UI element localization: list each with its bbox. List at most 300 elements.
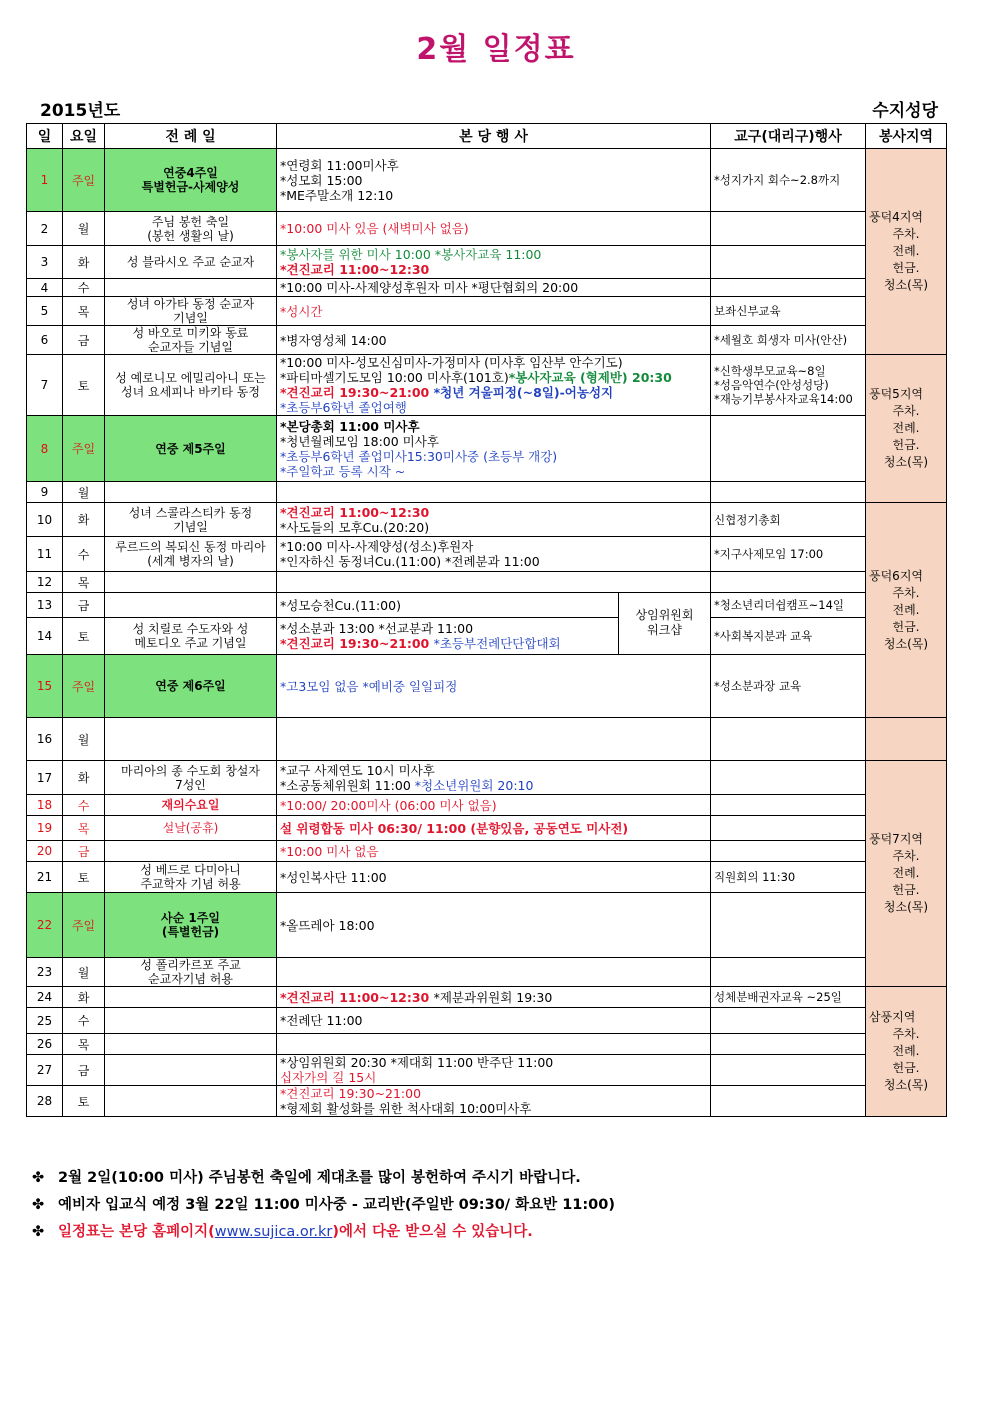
note-2 [32, 1192, 952, 1219]
volunteer-task: 청소(목) [883, 900, 929, 914]
parish-events-cell [277, 1008, 711, 1034]
note-3 [32, 1219, 952, 1246]
volunteer-area-name: 풍덕7지역 [869, 832, 924, 846]
liturgy-text: (세계 병자의 날) [147, 554, 234, 568]
header-volunteer-area: 봉사지역 [866, 124, 947, 149]
diocese-events-cell [711, 593, 866, 618]
volunteer-area-name: 풍덕5지역 [869, 387, 924, 401]
diocese-event: *성지가지 회수~2.8까지 [714, 173, 841, 187]
day-number: 7 [27, 355, 63, 416]
volunteer-task: 주차. [892, 404, 920, 418]
schedule-row [27, 1008, 947, 1034]
diocese-events-cell [711, 987, 866, 1008]
schedule-row [27, 326, 947, 355]
diocese-events-cell [711, 1055, 866, 1086]
schedule-row [27, 618, 947, 655]
clover-bullet-icon: ✤ [32, 1170, 45, 1186]
liturgy-cell [105, 816, 277, 841]
diocese-events-cell [711, 1008, 866, 1034]
parish-events-cell [277, 795, 711, 816]
diocese-events-cell [711, 572, 866, 593]
event-line: *연령회 11:00미사후 [280, 157, 399, 173]
day-number: 21 [27, 862, 63, 893]
liturgy-text: 루르드의 복되신 동정 마리아 [115, 540, 266, 554]
event-line: *성모승천Cu.(11:00) [280, 597, 401, 613]
schedule-row [27, 572, 947, 593]
parish-events-cell [277, 1055, 711, 1086]
day-number: 27 [27, 1055, 63, 1086]
schedule-row [27, 795, 947, 816]
liturgy-cell [105, 841, 277, 862]
header-diocese-events: 교구(대리구)행사 [711, 124, 866, 149]
day-of-week: 주일 [63, 893, 105, 958]
volunteer-task: 전례. [892, 866, 920, 880]
day-of-week: 수 [63, 537, 105, 572]
liturgy-text: 성 치릴로 수도자와 성 [132, 622, 249, 636]
liturgy-cell [105, 537, 277, 572]
event-line: *초등부6학년 졸업여행 [280, 400, 407, 415]
liturgy-cell [105, 279, 277, 297]
day-of-week: 화 [63, 503, 105, 537]
parish-events-cell [277, 355, 711, 416]
liturgy-cell [105, 862, 277, 893]
parish-events-cell [277, 987, 711, 1008]
day-number: 23 [27, 958, 63, 987]
page-title: 2월 일정표 [416, 32, 576, 67]
day-number: 17 [27, 761, 63, 795]
diocese-events-cell [711, 841, 866, 862]
schedule-row [27, 279, 947, 297]
day-of-week: 월 [63, 958, 105, 987]
schedule-row [27, 482, 947, 503]
volunteer-task: 헌금. [892, 883, 920, 897]
diocese-event: *성소분과장 교육 [714, 679, 802, 693]
day-of-week: 목 [63, 1034, 105, 1055]
liturgy-cell [105, 795, 277, 816]
liturgy-text: 연중 제5주일 [155, 441, 226, 456]
liturgy-text: 성 블라시오 주교 순교자 [126, 255, 255, 269]
liturgy-text: 특별헌금-사제양성 [141, 180, 240, 194]
day-of-week: 토 [63, 862, 105, 893]
day-number: 18 [27, 795, 63, 816]
day-of-week: 목 [63, 572, 105, 593]
day-number: 25 [27, 1008, 63, 1034]
schedule-body [27, 149, 947, 1117]
volunteer-area-cell [866, 987, 947, 1117]
event-line: *10:00 미사-성모신심미사-가정미사 (미사후 임산부 안수기도) [280, 355, 623, 370]
event-line: *10:00 미사-사제양성(성소)후원자 [280, 539, 474, 554]
liturgy-text: 순교자기념 허용 [148, 972, 233, 986]
day-of-week: 수 [63, 1008, 105, 1034]
parish-events-cell [277, 212, 711, 246]
liturgy-text: 성 폴리카르포 주교 [140, 958, 241, 972]
day-number: 2 [27, 212, 63, 246]
event-line: *성모회 15:00 [280, 172, 363, 188]
diocese-events-cell [711, 761, 866, 795]
day-number: 12 [27, 572, 63, 593]
liturgy-cell [105, 355, 277, 416]
liturgy-cell [105, 297, 277, 326]
diocese-event: *지구사제모임 17:00 [714, 547, 824, 561]
day-of-week: 주일 [63, 416, 105, 482]
volunteer-area-cell [866, 503, 947, 718]
day-of-week: 화 [63, 246, 105, 279]
liturgy-text: 성 베드로 다미아니 [140, 863, 241, 877]
diocese-events-cell [711, 482, 866, 503]
note-text-before: 일정표는 본당 홈페이지( [58, 1224, 215, 1240]
diocese-events-cell [711, 326, 866, 355]
liturgy-text: 성녀 스콜라스티카 동정 [128, 505, 253, 520]
clover-bullet-icon: ✤ [32, 1224, 45, 1240]
volunteer-task: 전례. [892, 421, 920, 435]
volunteer-area-cell [866, 718, 947, 761]
schedule-row [27, 212, 947, 246]
parish-events-cell [277, 326, 711, 355]
event-line: *병자영성체 14:00 [280, 332, 387, 348]
side-event-text: 워크샵 [647, 623, 682, 637]
volunteer-task: 청소(목) [883, 636, 929, 651]
header-parish-events: 본 당 행 사 [277, 124, 711, 149]
liturgy-cell [105, 893, 277, 958]
liturgy-text: (봉헌 생활의 날) [147, 228, 234, 243]
parish-events-cell [277, 1086, 711, 1117]
event-line: 십자가의 길 15시 [280, 1070, 377, 1085]
diocese-events-cell [711, 1034, 866, 1055]
header-liturgy: 전 례 일 [105, 124, 277, 149]
day-of-week: 주일 [63, 149, 105, 212]
liturgy-text: 기념일 [173, 311, 208, 325]
volunteer-area-cell [866, 761, 947, 987]
liturgy-cell [105, 1008, 277, 1034]
event-line: *상임위원회 20:30 *제대회 11:00 반주단 11:00 [280, 1055, 554, 1070]
day-of-week: 금 [63, 593, 105, 618]
schedule-row [27, 1034, 947, 1055]
event-line: *전례단 11:00 [280, 1013, 363, 1028]
liturgy-text: 재의수요일 [161, 798, 220, 812]
liturgy-cell [105, 149, 277, 212]
parish-events-cell [277, 297, 711, 326]
liturgy-text: 사순 1주일 [161, 911, 220, 925]
event-line: 설 위령합동 미사 06:30/ 11:00 (분향있음, 공동연도 미사전) [280, 820, 629, 836]
volunteer-task: 전례. [892, 1044, 920, 1058]
schedule-row [27, 893, 947, 958]
diocese-event: 신협정기총회 [714, 512, 781, 527]
clover-bullet-icon: ✤ [32, 1197, 45, 1213]
parish-events-cell [277, 416, 711, 482]
notes [32, 1165, 952, 1246]
liturgy-cell [105, 593, 277, 618]
liturgy-cell [105, 503, 277, 537]
day-of-week: 화 [63, 761, 105, 795]
volunteer-area-name: 풍덕4지역 [869, 210, 924, 224]
event-line: *본당총회 11:00 미사후 [280, 418, 420, 434]
volunteer-task: 주차. [892, 227, 920, 241]
day-of-week: 금 [63, 841, 105, 862]
liturgy-cell [105, 718, 277, 761]
schedule-row [27, 593, 947, 618]
schedule-row [27, 761, 947, 795]
event-line: *소공동체위원회 11:00 *청소년위원회 20:10 [280, 777, 534, 793]
parish-events-cell [277, 503, 711, 537]
parish-events-cell [277, 958, 711, 987]
event-line: *견진교리 11:00~12:30 *제분과위원회 19:30 [280, 989, 553, 1005]
parish-events-cell [277, 893, 711, 958]
diocese-event: *세월호 희생자 미사(안산) [714, 333, 848, 347]
day-of-week: 토 [63, 618, 105, 655]
day-of-week: 월 [63, 482, 105, 503]
schedule-row [27, 355, 947, 416]
homepage-link[interactable]: www.sujica.or.kr [214, 1224, 333, 1240]
parish-events-cell [277, 537, 711, 572]
liturgy-cell [105, 987, 277, 1008]
diocese-events-cell [711, 618, 866, 655]
liturgy-cell [105, 482, 277, 503]
diocese-event: *재능기부봉사자교육14:00 [714, 392, 853, 406]
parish-events-cell [277, 718, 711, 761]
event-line: *10:00 미사 있음 (새벽미사 없음) [280, 221, 469, 236]
liturgy-cell [105, 958, 277, 987]
liturgy-cell [105, 1034, 277, 1055]
day-of-week: 목 [63, 816, 105, 841]
day-number: 20 [27, 841, 63, 862]
diocese-event: *사회복지분과 교육 [714, 629, 813, 643]
schedule-row [27, 841, 947, 862]
diocese-events-cell [711, 958, 866, 987]
schedule-row [27, 246, 947, 279]
volunteer-task: 헌금. [892, 438, 920, 452]
day-of-week: 금 [63, 1055, 105, 1086]
liturgy-text: 주교학자 기념 허용 [140, 877, 241, 891]
liturgy-cell [105, 572, 277, 593]
liturgy-cell [105, 212, 277, 246]
diocese-events-cell [711, 355, 866, 416]
schedule-row [27, 816, 947, 841]
event-line: *주일학교 등록 시작 ~ [280, 463, 406, 479]
schedule-table [26, 123, 947, 1117]
liturgy-text: 성녀 아가타 동정 순교자 [126, 297, 255, 311]
schedule-row [27, 416, 947, 482]
diocese-events-cell [711, 212, 866, 246]
volunteer-area-name: 삼풍지역 [869, 1010, 916, 1024]
schedule-row [27, 503, 947, 537]
day-number: 26 [27, 1034, 63, 1055]
event-line: *청년월례모임 18:00 미사후 [280, 433, 439, 449]
day-number: 16 [27, 718, 63, 761]
diocese-events-cell [711, 246, 866, 279]
event-line: *견진교리 19:30~21:00 *청년 겨울피정(~8일)-어농성지 [280, 385, 614, 400]
day-of-week: 월 [63, 212, 105, 246]
diocese-event: 보좌신부교육 [714, 304, 781, 318]
parish-events-cell [277, 862, 711, 893]
schedule-row [27, 958, 947, 987]
diocese-event: 직원회의 11:30 [714, 870, 796, 884]
diocese-event: *청소년리더쉽캠프~14일 [714, 598, 844, 612]
day-number: 9 [27, 482, 63, 503]
liturgy-cell [105, 655, 277, 718]
liturgy-text: 설날(공휴) [162, 821, 219, 835]
liturgy-text: 주님 봉헌 축일 [151, 214, 230, 229]
liturgy-cell [105, 1055, 277, 1086]
event-line: *10:00 미사-사제양성후원자 미사 *평단협회의 20:00 [280, 280, 579, 295]
parish-events-cell [277, 816, 711, 841]
volunteer-task: 헌금. [892, 261, 920, 275]
note-1 [32, 1165, 952, 1192]
header-dow: 요일 [63, 124, 105, 149]
event-line: *파티마셀기도모임 10:00 미사후(101호)*봉사자교육 (형제반) 20:30 [280, 370, 672, 385]
diocese-events-cell [711, 537, 866, 572]
schedule-row [27, 862, 947, 893]
day-number: 1 [27, 149, 63, 212]
year-label: 2015년도 [40, 101, 121, 121]
diocese-events-cell [711, 816, 866, 841]
day-number: 28 [27, 1086, 63, 1117]
volunteer-task: 청소(목) [883, 1078, 929, 1092]
schedule-row [27, 537, 947, 572]
parish-events-cell [277, 655, 711, 718]
diocese-event: 성체분배권자교육 ~25일 [714, 990, 842, 1004]
day-number: 6 [27, 326, 63, 355]
liturgy-text: (특별헌금) [161, 925, 220, 939]
diocese-events-cell [711, 655, 866, 718]
schedule-row [27, 718, 947, 761]
event-line: *견진교리 19:30~21:00 *초등부전례단단합대회 [280, 636, 561, 651]
diocese-events-cell [711, 149, 866, 212]
liturgy-text: 7성인 [175, 777, 206, 792]
day-number: 10 [27, 503, 63, 537]
event-line: *10:00/ 20:00미사 (06:00 미사 없음) [280, 797, 497, 813]
parish-events-cell [277, 572, 711, 593]
diocese-events-cell [711, 279, 866, 297]
liturgy-text: 성 바오로 미키와 동료 [132, 326, 249, 340]
day-number: 13 [27, 593, 63, 618]
day-of-week: 수 [63, 795, 105, 816]
liturgy-text: 연중4주일 [163, 166, 218, 180]
day-number: 8 [27, 416, 63, 482]
side-event-text: 상임위원회 [635, 608, 694, 622]
parish-name: 수지성당 [872, 101, 938, 121]
liturgy-text: 기념일 [173, 519, 208, 534]
liturgy-cell [105, 326, 277, 355]
volunteer-area-cell [866, 149, 947, 355]
day-of-week: 화 [63, 987, 105, 1008]
day-of-week: 토 [63, 1086, 105, 1117]
day-number: 14 [27, 618, 63, 655]
volunteer-task: 전례. [892, 244, 920, 258]
schedule-row [27, 655, 947, 718]
schedule-row [27, 1086, 947, 1117]
parish-events-cell [277, 246, 711, 279]
day-of-week: 금 [63, 326, 105, 355]
diocese-events-cell [711, 297, 866, 326]
event-line: *올뜨레아 18:00 [280, 917, 375, 933]
liturgy-text: 연중 제6주일 [155, 679, 226, 693]
volunteer-task: 주차. [892, 849, 920, 863]
day-number: 5 [27, 297, 63, 326]
day-of-week: 월 [63, 718, 105, 761]
event-line: *견진교리 11:00~12:30 [280, 504, 430, 520]
diocese-events-cell [711, 718, 866, 761]
event-line: *견진교리 11:00~12:30 [280, 262, 430, 277]
day-number: 22 [27, 893, 63, 958]
liturgy-cell [105, 1086, 277, 1117]
parish-events-cell [277, 841, 711, 862]
volunteer-task: 헌금. [892, 1061, 920, 1075]
schedule-row [27, 987, 947, 1008]
parish-events-cell [277, 149, 711, 212]
schedule-row [27, 297, 947, 326]
day-of-week: 주일 [63, 655, 105, 718]
liturgy-text: 성녀 요세피나 바키타 동정 [121, 385, 260, 399]
event-line: *성시간 [280, 303, 323, 319]
diocese-events-cell [711, 893, 866, 958]
volunteer-task: 청소(목) [883, 278, 929, 292]
note-text: 예비자 입교식 예정 3월 22일 11:00 미사중 - 교리반(주일반 09:30/ 화요반 11:00) [58, 1197, 615, 1213]
liturgy-cell [105, 618, 277, 655]
note-text: 2월 2일(10:00 미사) 주님봉헌 축일에 제대초를 많이 봉헌하여 주시기 바랍니다. [58, 1170, 581, 1186]
day-number: 19 [27, 816, 63, 841]
volunteer-task: 헌금. [892, 619, 920, 634]
liturgy-cell [105, 761, 277, 795]
day-number: 15 [27, 655, 63, 718]
day-number: 4 [27, 279, 63, 297]
event-line: *10:00 미사 없음 [280, 843, 379, 859]
event-line: *성소분과 13:00 *선교분과 11:00 [280, 621, 474, 636]
volunteer-area-name: 풍덕6지역 [869, 568, 924, 583]
diocese-events-cell [711, 416, 866, 482]
liturgy-text: 순교자들 기념일 [148, 340, 233, 354]
liturgy-text: 마리아의 종 수도회 창설자 [121, 763, 260, 778]
day-number: 11 [27, 537, 63, 572]
event-line: *인자하신 동정녀Cu.(11:00) *전례분과 11:00 [280, 554, 540, 569]
event-line: *사도들의 모후Cu.(20:20) [280, 519, 430, 535]
event-line: *견진교리 19:30~21:00 [280, 1086, 422, 1101]
diocese-events-cell [711, 503, 866, 537]
liturgy-text: 메토디오 주교 기념일 [134, 636, 247, 650]
volunteer-task: 청소(목) [883, 455, 929, 469]
note-text-after: )에서 다운 받으실 수 있습니다. [332, 1224, 533, 1240]
event-line: *고3모임 없음 *예비중 일일피정 [280, 678, 458, 694]
diocese-event: *성음악연수(안성성당) [714, 378, 829, 392]
volunteer-task: 주차. [892, 585, 920, 600]
parish-events-cell [277, 279, 711, 297]
liturgy-text: 성 예로니모 에밀리아니 또는 [115, 371, 266, 385]
table-header-row [27, 124, 947, 149]
parish-events-cell [277, 761, 711, 795]
diocese-event: *신학생부모교육~8일 [714, 364, 826, 378]
day-of-week: 수 [63, 279, 105, 297]
side-event-workshop [618, 593, 710, 654]
event-line: *교구 사제연도 10시 미사후 [280, 762, 435, 778]
day-number: 24 [27, 987, 63, 1008]
liturgy-cell [105, 246, 277, 279]
volunteer-task: 전례. [892, 602, 920, 617]
event-line: *ME주말소개 12:10 [280, 187, 394, 203]
day-number: 3 [27, 246, 63, 279]
diocese-events-cell [711, 1086, 866, 1117]
day-of-week: 목 [63, 297, 105, 326]
diocese-events-cell [711, 795, 866, 816]
diocese-events-cell [711, 862, 866, 893]
event-line: *초등부6학년 졸업미사15:30미사중 (초등부 개강) [280, 448, 558, 464]
schedule-row [27, 149, 947, 212]
volunteer-area-cell [866, 355, 947, 503]
day-of-week: 토 [63, 355, 105, 416]
event-line: *성인복사단 11:00 [280, 869, 387, 885]
header-day: 일 [27, 124, 63, 149]
parish-events-cell [277, 482, 711, 503]
schedule-row [27, 1055, 947, 1086]
liturgy-cell [105, 416, 277, 482]
